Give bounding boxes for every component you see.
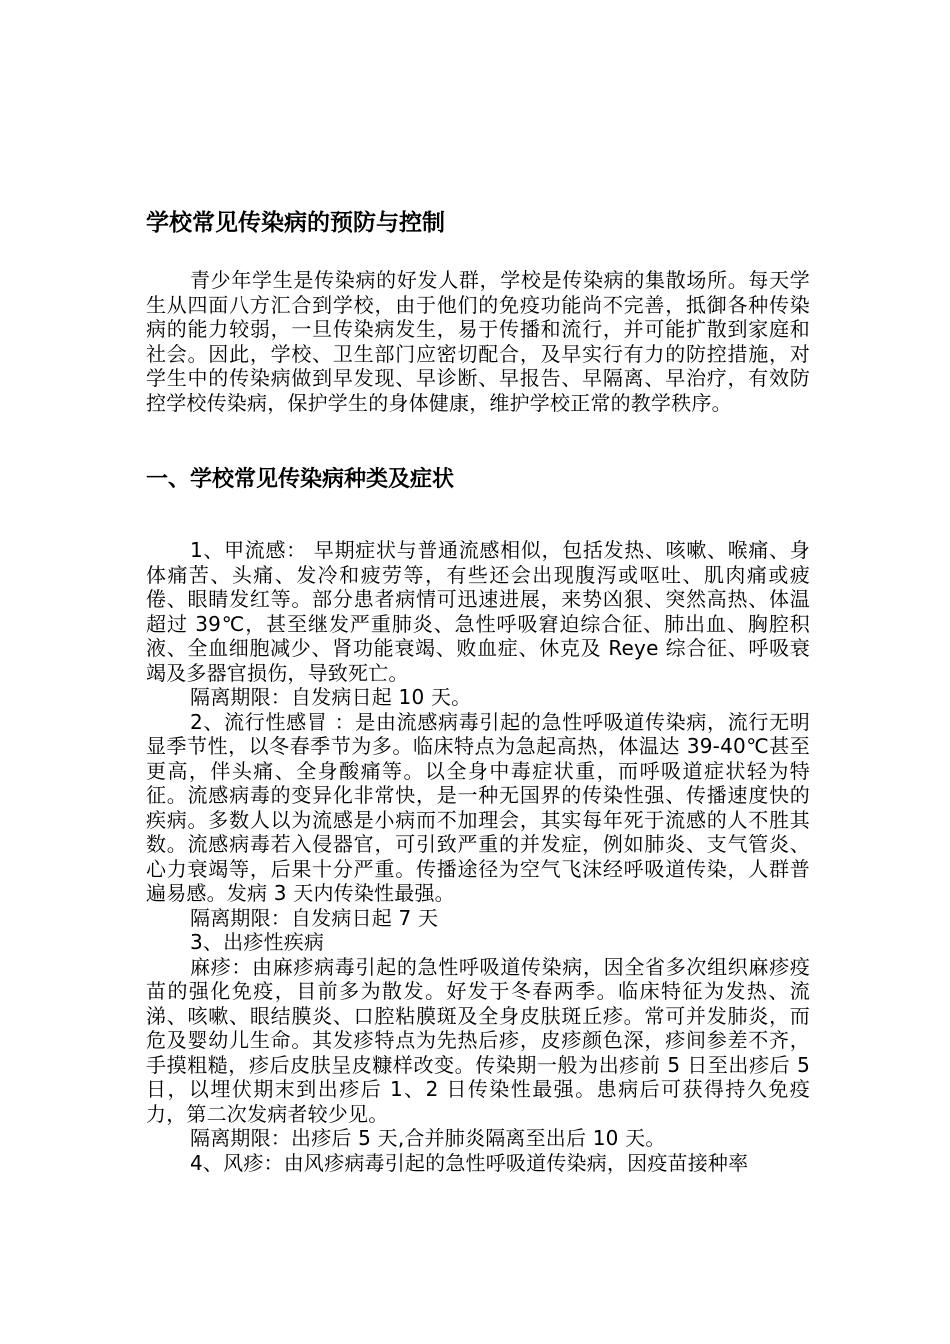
- document-title: 学校常见传染病的预防与控制: [146, 210, 445, 236]
- isolation-flu-a: 隔离期限：自发病日起 10 天。: [190, 685, 472, 709]
- paragraph-flu-a: 1、甲流感： 早期症状与普通流感相似，包括发热、咳嗽、喉痛、身体痛苦、头痛、发冷和疲劳等，有些还会出现腹泻或呕吐、肌肉痛或疲倦、眼睛发红等。部分患者病情可迅速进展，来势凶狠、突然高热、体温超过 39℃，甚至继发严重肺炎、急性呼吸窘迫综合征、肺出血、胸腔积液、全血细胞减少、肾功能衰竭、败血症、休克及 Reye 综合征、呼吸衰竭及多器官损伤，导致死亡。: [146, 538, 810, 685]
- paragraph-measles: 麻疹：由麻疹病毒引起的急性呼吸道传染病，因全省多次组织麻疹疫苗的强化免疫，目前多为散发。好发于冬春两季。临床特征为发热、流涕、咳嗽、眼结膜炎、口腔粘膜斑及全身皮肤斑丘疹。常可并发肺炎，而危及婴幼儿生命。其发疹特点为先热后疹，皮疹颜色深，疹间参差不齐，手摸粗糙，疹后皮肤呈皮糠样改变。传染期一般为出疹前 5 日至出疹后 5 日，以埋伏期末到出疹后 1、2 日传染性最强。患病后可获得持久免疫力，第二次发病者较少见。: [146, 954, 810, 1126]
- subheading-rash-diseases: 3、出疹性疾病: [190, 930, 325, 954]
- isolation-influenza: 隔离期限：自发病日起 7 天: [190, 905, 439, 930]
- section-body: [146, 538, 810, 1175]
- isolation-measles: 隔离期限：出疹后 5 天,合并肺炎隔离至出后 10 天。: [190, 1126, 666, 1150]
- paragraph-rubella: 4、风疹：由风疹病毒引起的急性呼吸道传染病，因疫苗接种率: [190, 1150, 749, 1175]
- paragraph-influenza: 2、流行性感冒 ：是由流感病毒引起的急性呼吸道传染病，流行无明显季节性，以冬春季节为多。临床特点为急起高热，体温达 39-40℃甚至更高，伴头痛、全身酸痛等。以全身中毒症状重，而呼吸道症状轻为特征。流感病毒的变异化非常快，是一种无国界的传染性强、传播速度快的疾病。多数人以为流感是小病而不加理会，其实每年死于流感的人不胜其数。流感病毒若入侵器官，可引致严重的并发症，例如肺炎、支气管炎、心力衰竭等，后果十分严重。传播途径为空气飞沫经呼吸道传染，人群普遍易感。发病 3 天内传染性最强。: [146, 709, 810, 905]
- intro-paragraph: 青少年学生是传染病的好发人群，学校是传染病的集散场所。每天学生从四面八方汇合到学校，由于他们的免疫功能尚不完善，抵御各种传染病的能力较弱，一旦传染病发生，易于传播和流行，并可能扩散到家庭和社会。因此，学校、卫生部门应密切配合，及早实行有力的防控措施，对学生中的传染病做到早发现、早诊断、早报告、早隔离、早治疗，有效防控学校传染病，保护学生的身体健康，维护学校正常的教学秩序。: [146, 268, 810, 415]
- section-heading: 一、学校常见传染病种类及症状: [146, 467, 455, 492]
